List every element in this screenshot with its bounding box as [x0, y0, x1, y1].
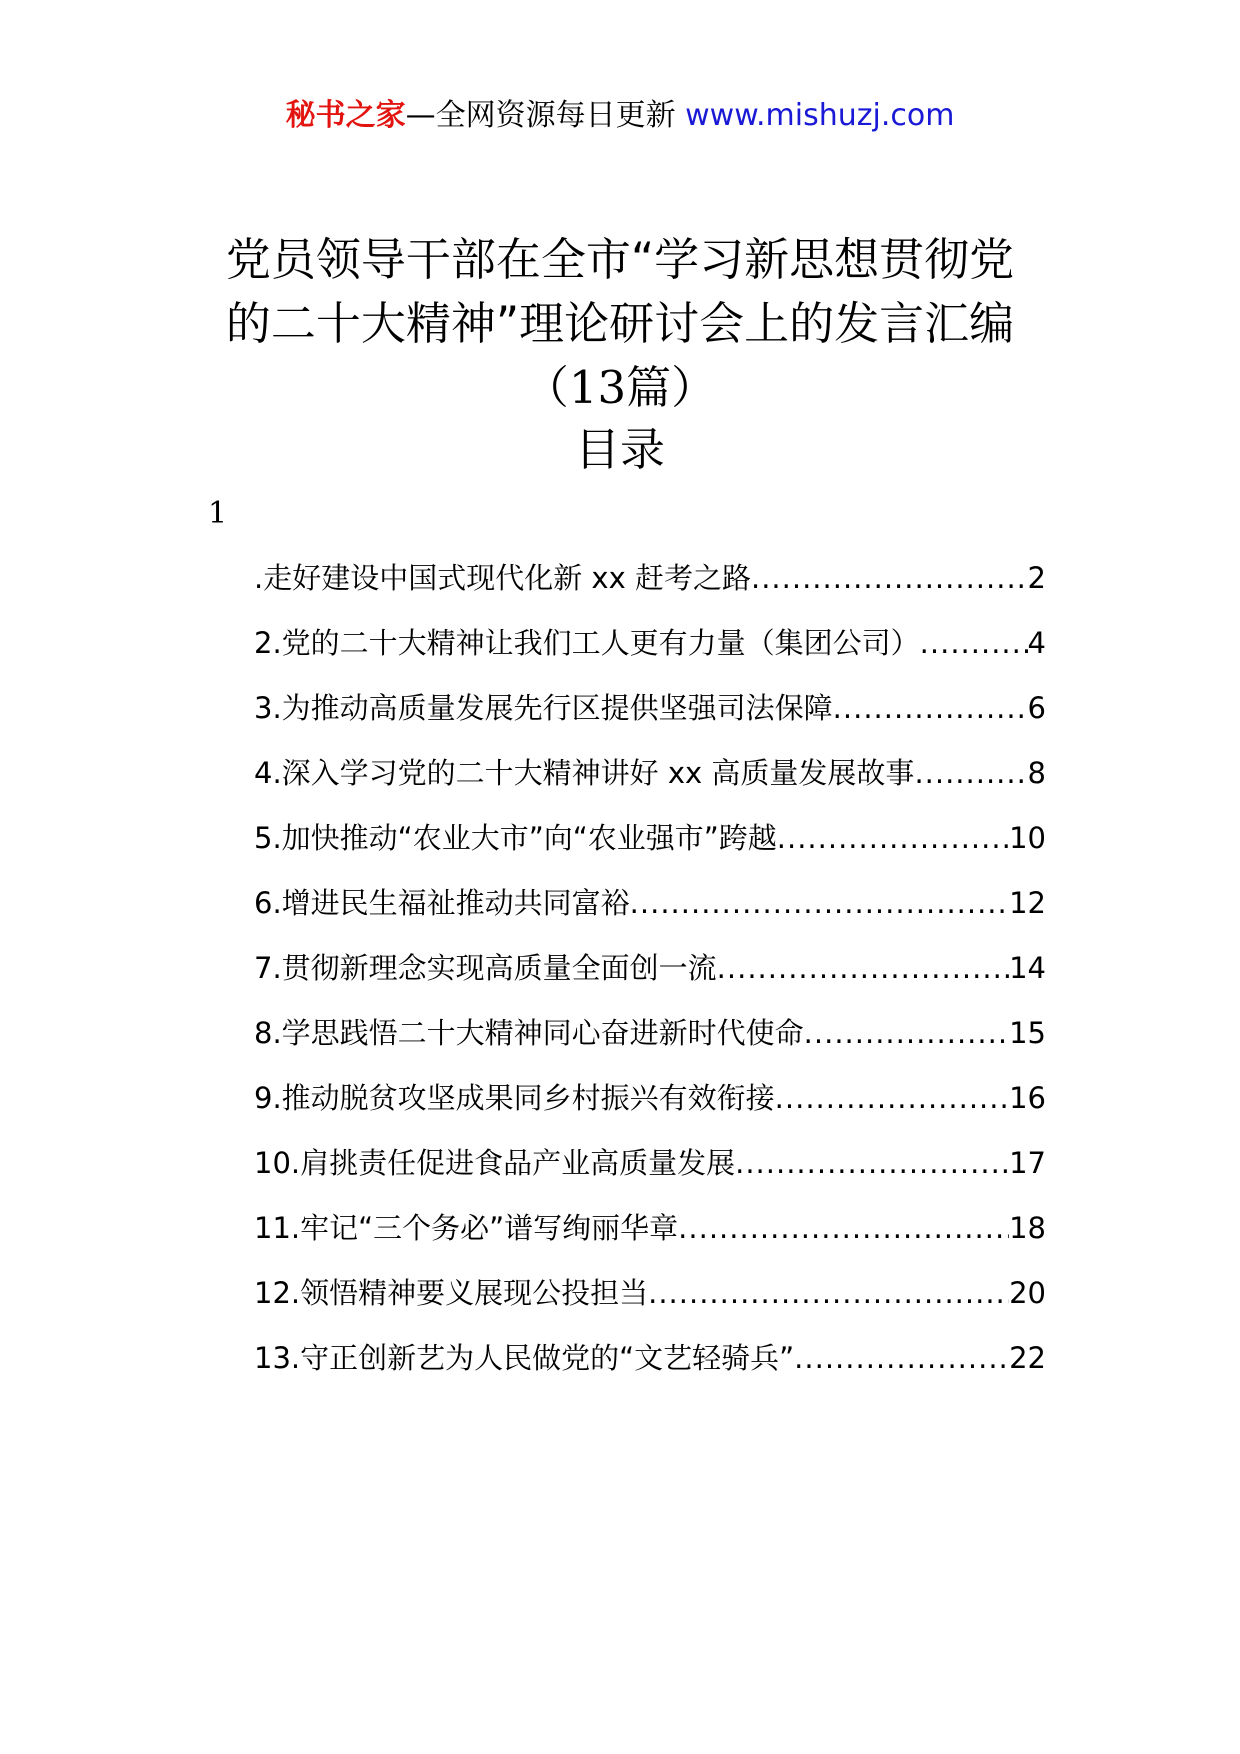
toc-dot-leader: [914, 751, 1027, 795]
toc-entry-title: 2.党的二十大精神让我们工人更有力量（集团公司）: [254, 626, 920, 660]
title-unit: 篇）: [626, 361, 717, 414]
toc-dot-leader: [833, 686, 1028, 730]
toc-entry-page-number: 18: [1009, 1211, 1046, 1245]
title-line-2: 的二十大精神”理论研讨会上的发言汇编: [225, 297, 1015, 350]
toc-dot-leader: [648, 1271, 1009, 1315]
title-paren-open: （: [523, 361, 569, 414]
toc-entry-title: 7.贯彻新理念实现高质量全面创一流: [254, 951, 717, 985]
toc-entry-page-number: 2: [1027, 561, 1046, 595]
toc-entry-title: .走好建设中国式现代化新 xx 赶考之路: [254, 561, 751, 595]
toc-entry-title: 8.学思践悟二十大精神同心奋进新时代使命: [254, 1016, 804, 1050]
title-count: 13: [568, 361, 627, 414]
toc-entry[interactable]: [254, 1011, 1046, 1076]
toc-entry[interactable]: [254, 686, 1046, 751]
toc-entry-title: 6.增进民生福祉推动共同富裕: [254, 886, 630, 920]
title-line-3: [0, 356, 1240, 420]
toc-entry[interactable]: [254, 1076, 1046, 1141]
toc-entry-page-number: 20: [1009, 1276, 1046, 1310]
toc-entry-page-number: 10: [1009, 821, 1046, 855]
toc-entry[interactable]: [254, 621, 1046, 686]
toc-entry-page-number: 8: [1027, 756, 1046, 790]
toc-entry[interactable]: [254, 946, 1046, 1011]
toc-dot-leader: [920, 621, 1028, 665]
toc-entry-page-number: 22: [1009, 1341, 1046, 1375]
toc-dot-leader: [804, 1011, 1009, 1055]
toc-entry[interactable]: [254, 881, 1046, 946]
site-header: [0, 96, 1240, 136]
toc-dot-leader: [717, 946, 1009, 990]
toc-entry[interactable]: [254, 1336, 1046, 1401]
toc-entry-title: 13.守正创新艺为人民做党的“文艺轻骑兵”: [254, 1341, 795, 1375]
toc-entry-page-number: 17: [1009, 1146, 1046, 1180]
toc-entry-title: 9.推动脱贫攻坚成果同乡村振兴有效衔接: [254, 1081, 775, 1115]
toc-heading: 目录: [574, 423, 665, 476]
toc-entry[interactable]: [254, 1206, 1046, 1271]
toc-entry-page-number: 12: [1009, 886, 1046, 920]
toc-entry-title: 11.牢记“三个务必”谱写绚丽华章: [254, 1211, 679, 1245]
toc-entry-title: 10.肩挑责任促进食品产业高质量发展: [254, 1146, 736, 1180]
toc-entry-page-number: 14: [1009, 951, 1046, 985]
toc-dot-leader: [678, 1206, 1009, 1250]
toc-entry-title: 3.为推动高质量发展先行区提供坚强司法保障: [254, 691, 833, 725]
toc-list: [254, 556, 1046, 1401]
toc-dot-leader: [735, 1141, 1009, 1185]
toc-dot-leader: [794, 1336, 1009, 1380]
toc-entry[interactable]: [254, 1271, 1046, 1336]
toc-entry[interactable]: [254, 816, 1046, 881]
toc-entry[interactable]: [254, 1141, 1046, 1206]
toc-entry-page-number: 6: [1027, 691, 1046, 725]
toc-dot-leader: [751, 556, 1028, 600]
site-url-link[interactable]: www.mishuzj.com: [685, 98, 955, 133]
toc-dot-leader: [630, 881, 1009, 925]
title-line-1: 党员领导干部在全市“学习新思想贯彻党: [225, 233, 1015, 286]
document-title: [0, 228, 1240, 420]
toc-entry-title: 4.深入学习党的二十大精神讲好 xx 高质量发展故事: [254, 756, 915, 790]
toc-entry[interactable]: [254, 556, 1046, 621]
toc-dot-leader: [775, 1076, 1009, 1120]
toc-entry-title: 12.领悟精神要义展现公投担当: [254, 1276, 649, 1310]
toc-dot-leader: [777, 816, 1009, 860]
brand-name: 秘书之家: [285, 98, 406, 133]
toc-entry[interactable]: [254, 751, 1046, 816]
toc-entry-page-number: 16: [1009, 1081, 1046, 1115]
toc-entry-page-number: 4: [1027, 626, 1046, 660]
toc-entry-page-number: 15: [1009, 1016, 1046, 1050]
toc-stray-number: 1: [208, 496, 228, 531]
header-slogan: —全网资源每日更新: [405, 98, 676, 133]
toc-entry-title: 5.加快推动“农业大市”向“农业强市”跨越: [254, 821, 777, 855]
